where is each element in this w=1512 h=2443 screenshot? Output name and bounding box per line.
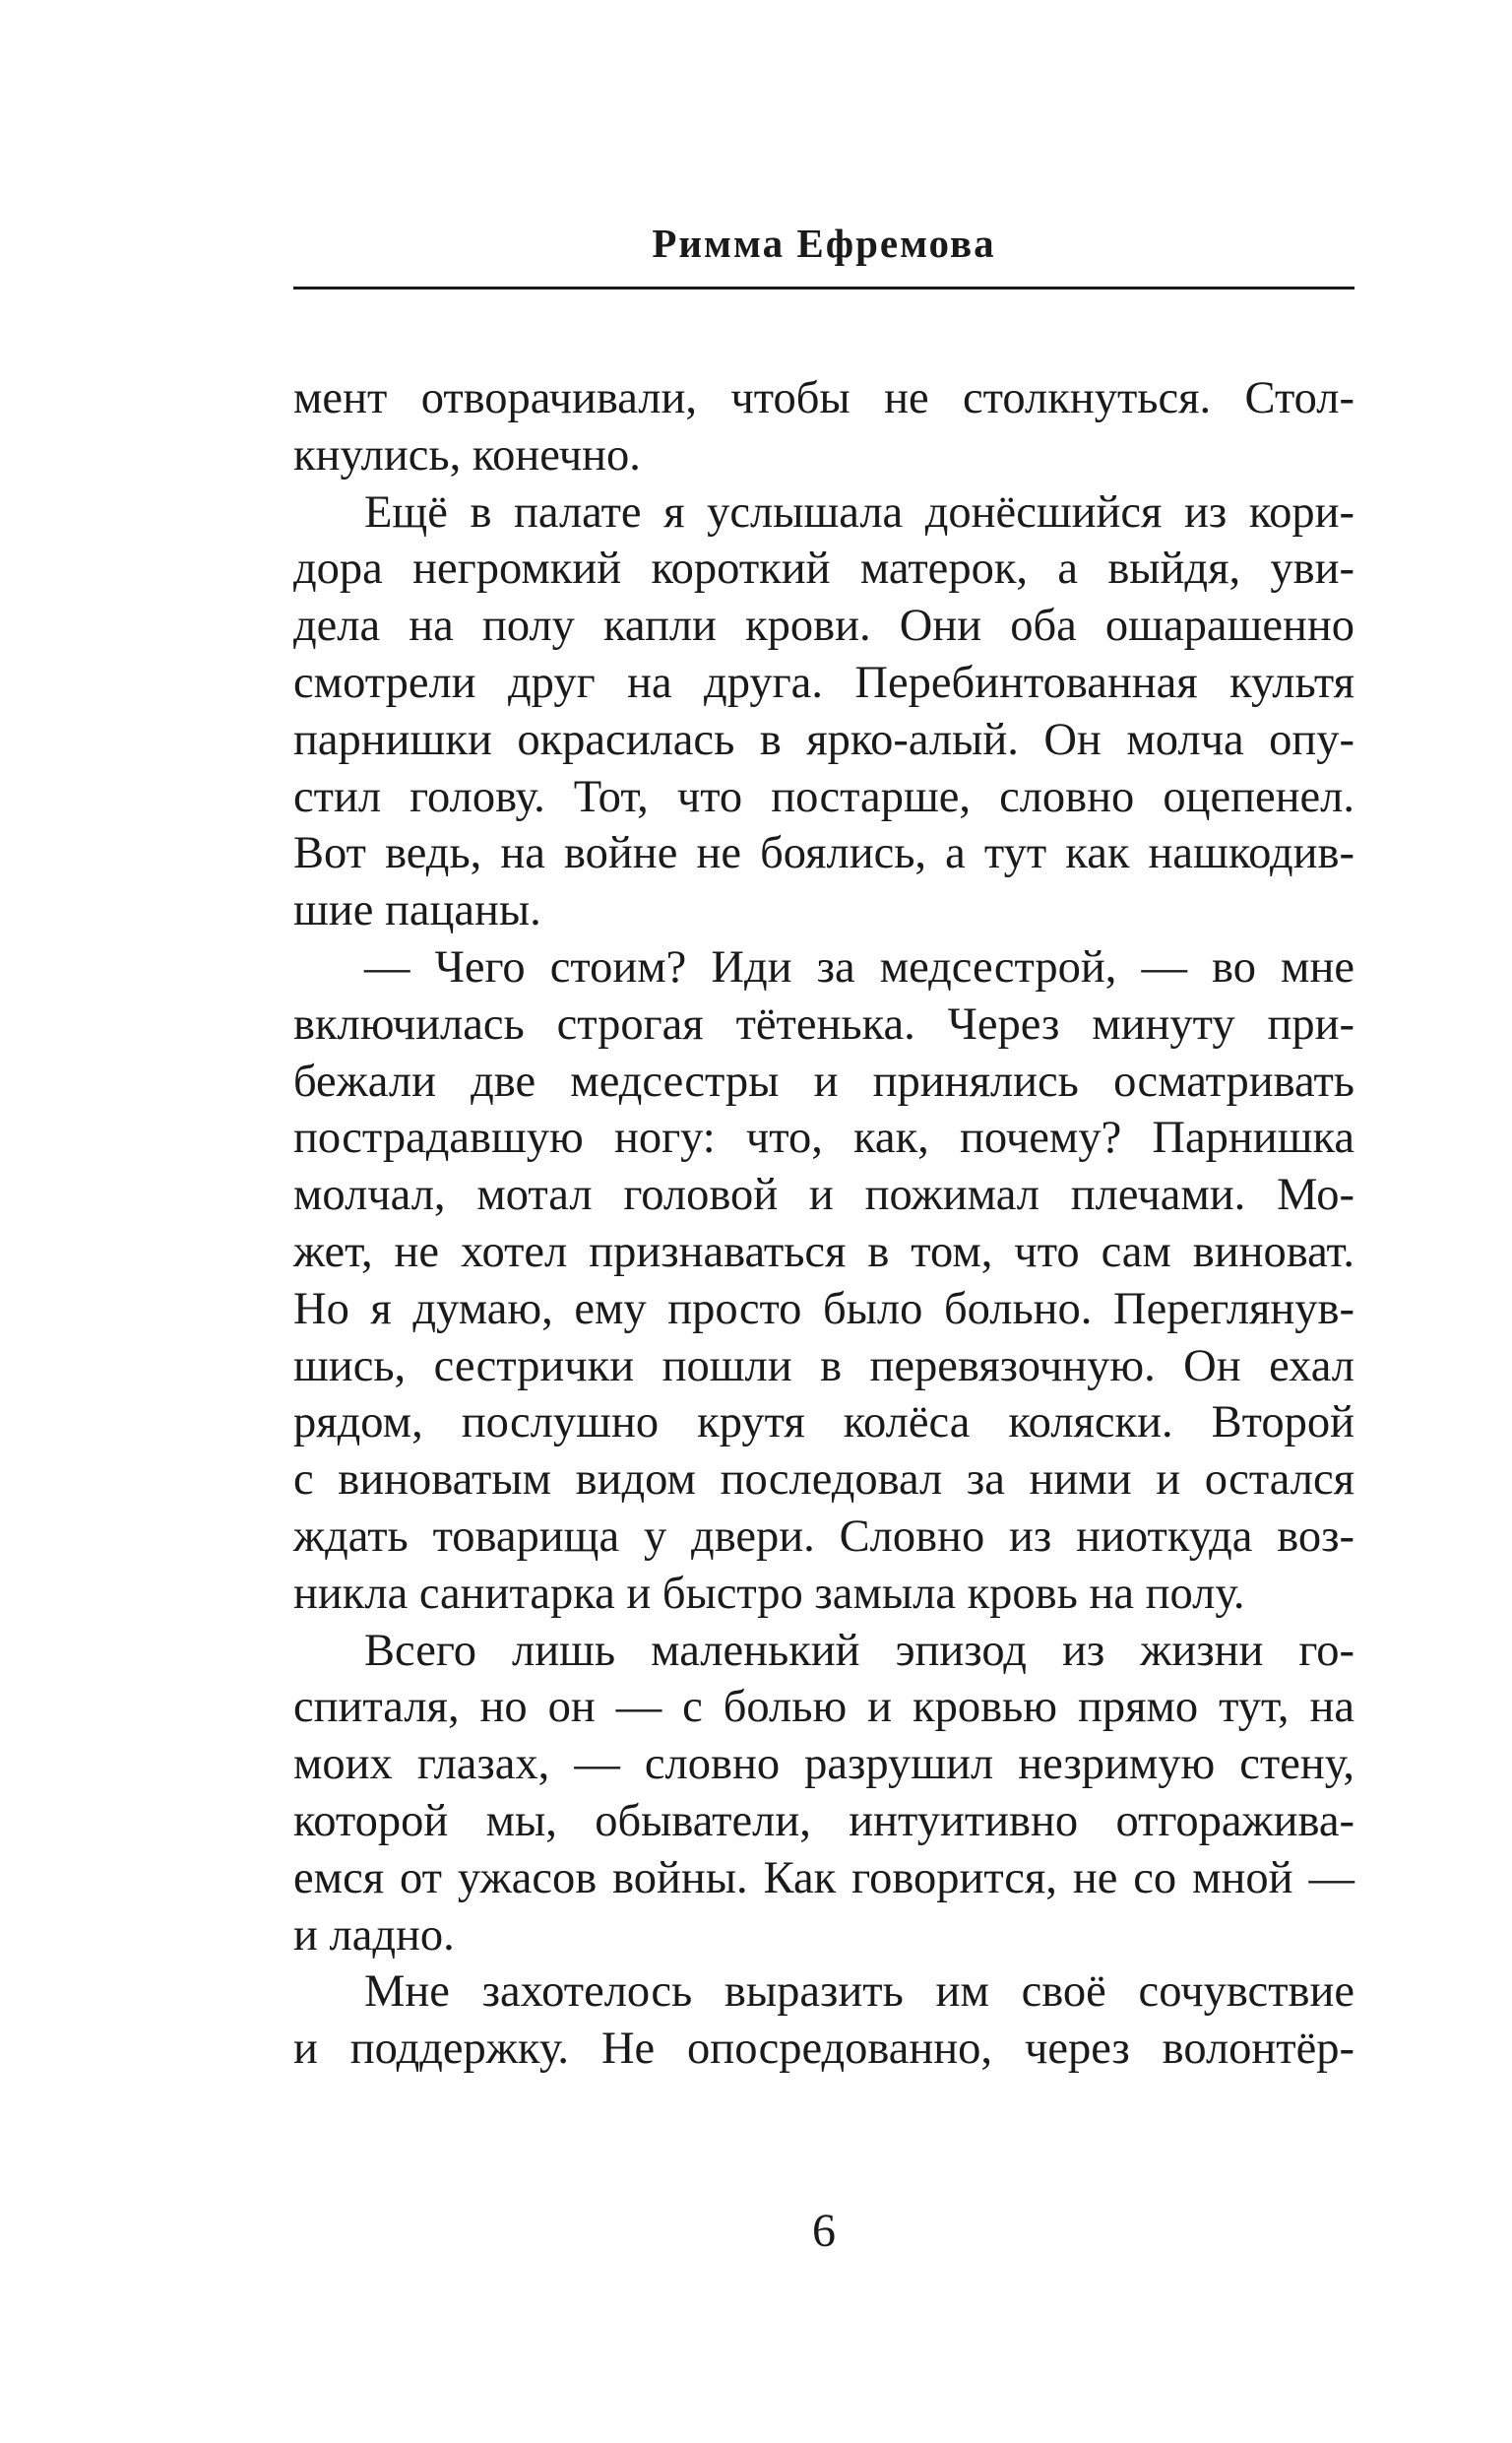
text-line: дела на полу капли крови. Они оба ошарашенно <box>293 601 1354 652</box>
text-line: Но я думаю, ему просто было больно. Переглянув- <box>293 1283 1354 1334</box>
text-line: дора негромкий короткий матерок, а выйдя, уви- <box>293 544 1354 595</box>
header-rule <box>293 287 1354 289</box>
text-line: жет, не хотел признаваться в том, что сам виноват. <box>293 1226 1354 1277</box>
running-header-author: Римма Ефремова <box>652 221 996 266</box>
text-line: Всего лишь маленький эпизод из жизни го- <box>364 1625 1354 1676</box>
text-line: кнулись, конечно. <box>293 429 641 481</box>
page-number: 6 <box>812 2205 836 2257</box>
text-line: Ещё в палате я услышала донёсшийся из кори- <box>364 486 1354 538</box>
text-line: пострадавшую ногу: что, как, почему? Парнишка <box>293 1113 1354 1164</box>
text-line: молчал, мотал головой и пожимал плечами. Мо- <box>293 1170 1354 1221</box>
text-line: никла санитарка и быстро замыла кровь на полу. <box>293 1568 1245 1619</box>
text-line: шие пацаны. <box>293 885 541 936</box>
text-line: спиталя, но он — с болью и кровью прямо тут, на <box>293 1682 1354 1733</box>
text-line: стил голову. Тот, что постарше, словно оцепенел. <box>293 771 1354 822</box>
text-line: шись, сестрички пошли в перевязочную. Он ехал <box>293 1340 1354 1391</box>
text-line: моих глазах, — словно разрушил незримую стену, <box>293 1739 1354 1790</box>
text-line: рядом, послушно крутя колёса коляски. Второй <box>293 1397 1354 1448</box>
text-line: емся от ужасов войны. Как говорится, не со мной — <box>293 1852 1354 1903</box>
text-line: мент отворачивали, чтобы не столкнуться. Стол- <box>293 373 1354 423</box>
text-line: ждать товарища у двери. Словно из ниоткуда воз- <box>293 1511 1354 1562</box>
text-line: которой мы, обыватели, интуитивно отгоражива- <box>293 1795 1354 1846</box>
text-line: бежали две медсестры и принялись осматривать <box>293 1056 1354 1107</box>
text-line: и поддержку. Не опосредованно, через волонтёр- <box>293 2024 1354 2075</box>
text-line: Вот ведь, на войне не боялись, а тут как нашкодив- <box>293 828 1354 879</box>
text-line: и ладно. <box>293 1909 455 1961</box>
text-line: смотрели друг на друга. Перебинтованная культя <box>293 657 1354 708</box>
text-line: парнишки окрасилась в ярко-алый. Он молча опу- <box>293 714 1354 765</box>
body-text <box>293 370 1354 2078</box>
text-line: включилась строгая тётенька. Через минуту при- <box>293 998 1354 1050</box>
text-line: Мне захотелось выразить им своё сочувствие <box>364 1966 1354 2018</box>
text-line: с виноватым видом последовал за ними и остался <box>293 1454 1354 1506</box>
text-line: — Чего стоим? Иди за медсестрой, — во мне <box>364 941 1354 993</box>
